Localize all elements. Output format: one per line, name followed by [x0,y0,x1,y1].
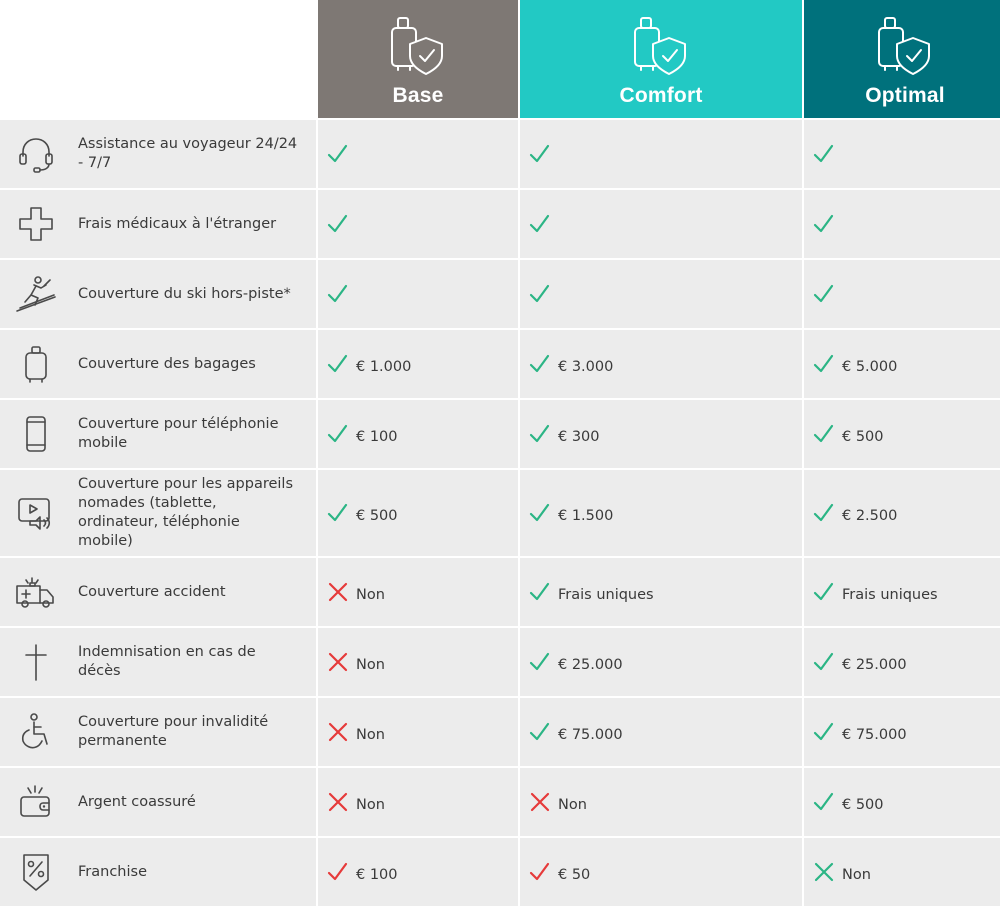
plan-header-comfort [520,0,802,118]
row-label-cell [0,768,316,836]
check-icon [528,422,552,446]
coverage-label: Couverture pour téléphonie mobile [78,416,279,451]
coverage-value-cell [318,698,518,766]
coverage-value-cell [318,260,518,328]
check-icon [812,501,836,525]
check-icon [528,352,552,376]
plan-label: Base [392,84,444,107]
percent-tag-icon [14,850,58,894]
coverage-value-cell [520,628,802,696]
coverage-value-cell [520,260,802,328]
coverage-value-cell [318,628,518,696]
coverage-value: € 2.500 [842,508,898,524]
ambulance-icon [14,570,58,614]
grave-cross-icon [14,640,58,684]
coverage-value: Non [356,797,385,813]
headset-icon [14,132,58,176]
coverage-value-cell [520,838,802,906]
luggage-shield-icon [388,14,448,80]
coverage-value: Frais uniques [558,587,654,603]
coverage-value-cell [520,190,802,258]
row-label-cell [0,400,316,468]
check-icon [528,142,552,166]
row-label-cell [0,330,316,398]
mobile-phone-icon [14,412,58,456]
header-blank-cell [0,0,316,118]
tablet-media-icon [14,491,58,535]
check-icon [812,580,836,604]
coverage-value-cell [318,190,518,258]
coverage-value: € 75.000 [842,727,907,743]
row-label-cell [0,628,316,696]
coverage-value-cell [520,470,802,556]
coverage-value: € 50 [558,867,591,883]
check-icon [326,501,350,525]
coverage-value: € 500 [842,429,884,445]
coverage-value: € 3.000 [558,359,614,375]
row-label-cell [0,190,316,258]
coverage-value: € 25.000 [558,657,623,673]
check-icon [812,282,836,306]
coverage-label: Couverture pour invalidité permanente [78,714,269,749]
coverage-value-cell [804,558,1000,626]
coverage-value: € 500 [356,508,398,524]
coverage-value: € 1.500 [558,508,614,524]
coverage-value-cell [318,400,518,468]
coverage-value: € 500 [842,797,884,813]
check-icon [812,212,836,236]
coverage-value-cell [520,120,802,188]
coverage-value-cell [804,768,1000,836]
check-icon [812,422,836,446]
coverage-value: Non [356,727,385,743]
coverage-label: Couverture accident [78,583,226,600]
check-icon [812,352,836,376]
coverage-value-cell [520,330,802,398]
coverage-label: Couverture du ski hors-piste* [78,285,291,302]
check-icon [326,282,350,306]
luggage-icon [14,342,58,386]
wallet-icon [14,780,58,824]
medical-cross-icon [14,202,58,246]
coverage-value: Non [356,657,385,673]
coverage-value: € 300 [558,429,600,445]
check-icon [326,212,350,236]
coverage-value-cell [318,558,518,626]
coverage-value-cell [804,470,1000,556]
check-icon [528,720,552,744]
plan-label: Optimal [865,84,945,107]
check-icon [528,282,552,306]
coverage-value: € 5.000 [842,359,898,375]
coverage-value: € 75.000 [558,727,623,743]
coverage-label: Couverture des bagages [78,355,256,372]
row-label-cell [0,558,316,626]
coverage-value-cell [318,768,518,836]
cross-icon [812,860,836,884]
coverage-value-cell [520,558,802,626]
cross-icon [326,790,350,814]
cross-icon [528,790,552,814]
coverage-value: Non [356,587,385,603]
check-icon [326,352,350,376]
coverage-value-cell [318,470,518,556]
coverage-value-cell [804,628,1000,696]
coverage-label: Franchise [78,863,147,880]
coverage-value: € 1.000 [356,359,412,375]
coverage-label: Argent coassuré [78,793,196,810]
plan-header-base [318,0,518,118]
coverage-label: Assistance au voyageur 24/24 - 7/7 [78,136,298,171]
coverage-value-cell [318,330,518,398]
coverage-value-cell [520,400,802,468]
check-icon [812,790,836,814]
luggage-shield-icon [875,14,935,80]
check-icon [528,212,552,236]
coverage-value-cell [520,768,802,836]
coverage-value: Frais uniques [842,587,938,603]
row-label-cell [0,260,316,328]
check-icon [528,860,552,884]
luggage-shield-icon [631,14,691,80]
coverage-value-cell [804,698,1000,766]
row-label-cell [0,120,316,188]
row-label-cell [0,838,316,906]
check-icon [528,650,552,674]
row-label-cell [0,698,316,766]
coverage-value-cell [804,400,1000,468]
coverage-value-cell [318,838,518,906]
coverage-label: Frais médicaux à l'étranger [78,215,277,232]
cross-icon [326,650,350,674]
check-icon [326,142,350,166]
check-icon [812,720,836,744]
check-icon [528,501,552,525]
check-icon [326,422,350,446]
coverage-value-cell [804,120,1000,188]
row-label-cell [0,470,316,556]
coverage-value: € 25.000 [842,657,907,673]
coverage-value-cell [318,120,518,188]
cross-icon [326,720,350,744]
skier-icon [14,272,58,316]
plan-header-optimal [804,0,1000,118]
coverage-value: € 100 [356,867,398,883]
coverage-value: Non [558,797,587,813]
coverage-value-cell [804,838,1000,906]
coverage-label: Couverture pour les appareils nomades (tablette, ordinateur, téléphonie mobile) [78,476,294,549]
wheelchair-icon [14,710,58,754]
cross-icon [326,580,350,604]
coverage-value-cell [804,330,1000,398]
coverage-value: € 100 [356,429,398,445]
coverage-value: Non [842,867,871,883]
check-icon [528,580,552,604]
check-icon [812,650,836,674]
coverage-value-cell [804,260,1000,328]
check-icon [812,142,836,166]
coverage-value-cell [804,190,1000,258]
coverage-value-cell [520,698,802,766]
plan-label: Comfort [619,84,703,107]
coverage-label: Indemnisation en cas de décès [78,644,256,679]
check-icon [326,860,350,884]
